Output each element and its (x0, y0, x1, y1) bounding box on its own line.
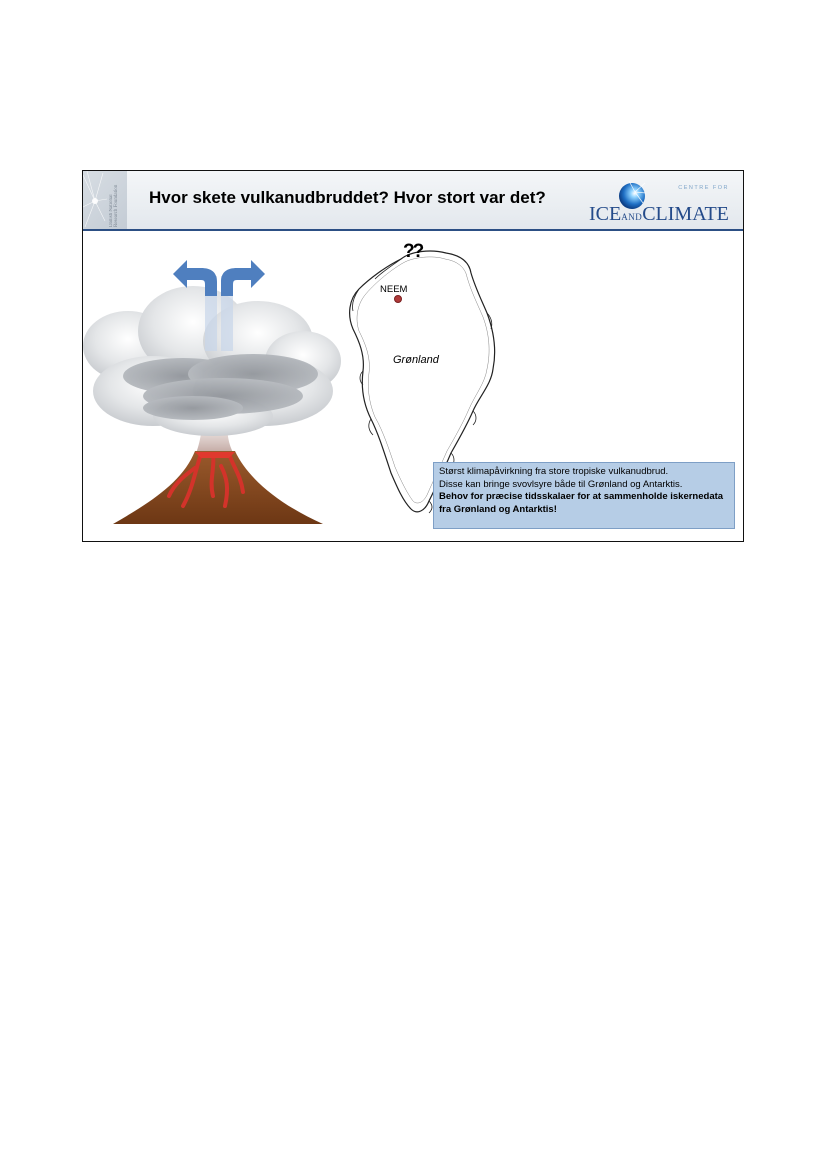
logo-and: AND (621, 212, 643, 222)
slide-title: Hvor skete vulkanudbruddet? Hvor stort var det? (149, 188, 546, 207)
logo-centre-for: CENTRE FOR (678, 185, 729, 191)
volcano-illustration (83, 256, 343, 526)
slide-header (83, 171, 743, 231)
neem-label: NEEM (380, 284, 408, 295)
info-box (433, 462, 735, 529)
neem-site-marker (394, 295, 402, 303)
funder-logo (83, 171, 127, 229)
ice-and-climate-logo (583, 177, 731, 225)
info-line-2: Disse kan bringe svovlsyre både til Grønland og Antarktis. (439, 478, 683, 490)
logo-ice: ICE (589, 203, 622, 225)
logo-wordmark (589, 203, 729, 226)
funder-text: Danish National Research Foundation (109, 184, 119, 227)
slide (82, 170, 744, 542)
info-line-1: Størst klimapåvirkning fra store tropiske vulkanudbrud. (439, 466, 669, 477)
greenland-label: Grønland (393, 354, 439, 366)
question-marks: ?? (403, 241, 423, 262)
logo-climate: CLIMATE (642, 203, 729, 225)
info-bold-text: Behov for præcise tidsskalaer for at sammenholde iskernedata fra Grønland og Antarktis! (439, 491, 724, 515)
